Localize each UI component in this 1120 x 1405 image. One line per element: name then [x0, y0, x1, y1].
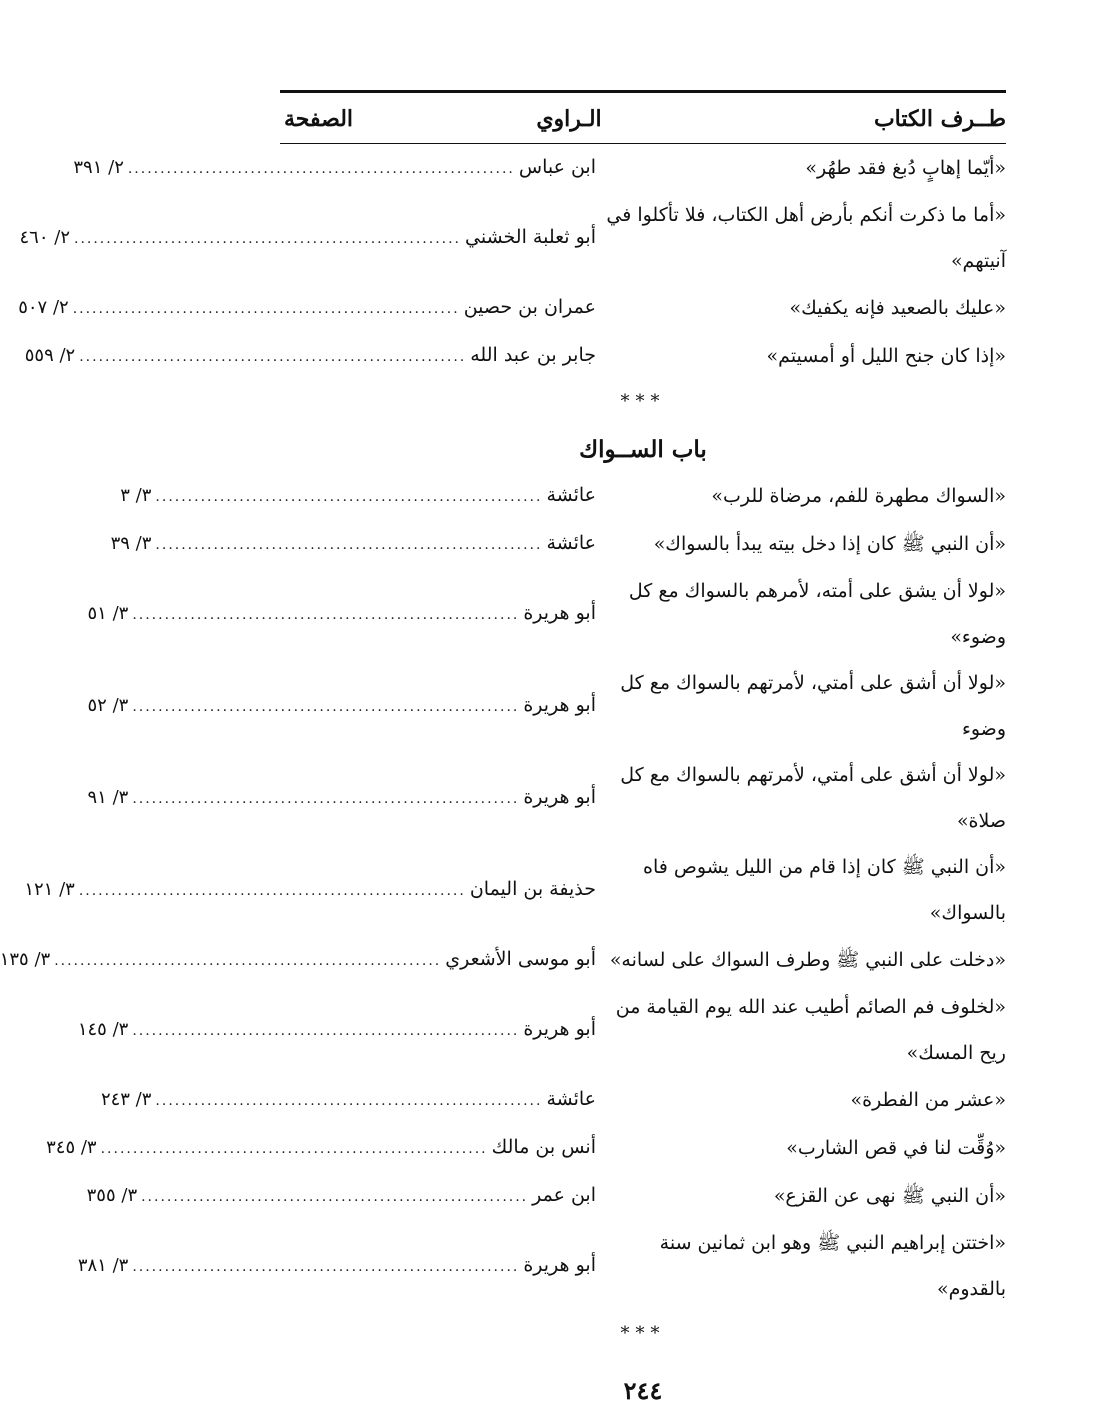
- dot-leader: ............................................................: [78, 883, 466, 899]
- hadith-text: «أن النبي ﷺ نهى عن القزع»: [773, 1185, 1006, 1207]
- page-ref: ٣/ ٣٥٥: [86, 1185, 138, 1206]
- narrator-name: عائشة: [546, 532, 596, 554]
- dot-leader: ............................................................: [74, 231, 462, 247]
- header-narrator-col: الـراوي: [536, 106, 602, 132]
- table-header: [280, 101, 1006, 137]
- hadith-text: «لولا أن يشق على أمته، لأمرهم بالسواك مع كل وضوء»: [628, 580, 1006, 648]
- hadith-list-1: [18, 144, 1006, 380]
- narrator-name: أبو هريرة: [523, 694, 596, 716]
- narrator-name: حذيفة بن اليمان: [469, 878, 596, 900]
- narrator-cell: [87, 682, 596, 730]
- page-ref: ٣/ ١٤٥: [77, 1019, 129, 1040]
- hadith-text: «أما ما ذكرت أنكم بأرض أهل الكتاب، فلا تأكلوا في آنيتهم»: [606, 204, 1006, 272]
- hadith-text: «عشر من الفطرة»: [850, 1089, 1006, 1111]
- index-entry: [87, 568, 1006, 660]
- page-ref: ٣/ ٣٤٥: [46, 1137, 97, 1158]
- hadith-text: «اختتن إبراهيم النبي ﷺ وهو ابن ثمانين سنة بالقدوم»: [659, 1232, 1006, 1300]
- hadith-list-2: [0, 472, 1006, 1312]
- index-entry: [87, 660, 1006, 752]
- narrator-cell: [110, 520, 596, 568]
- hadith-text: «عليك بالصعيد فإنه يكفيك»: [789, 297, 1006, 319]
- narrator-name: أبو موسى الأشعري: [445, 948, 596, 970]
- page-number: ٢٤٤: [623, 1376, 663, 1405]
- page-ref: ٣/ ٣: [120, 485, 152, 506]
- narrator-cell: [19, 214, 596, 262]
- dot-leader: ............................................................: [54, 953, 442, 969]
- dot-leader: ............................................................: [155, 489, 543, 505]
- index-entry: [120, 472, 1006, 520]
- index-entry: [24, 332, 1006, 380]
- hadith-text: «أن النبي ﷺ كان إذا قام من الليل يشوص فاه بالسواك»: [643, 856, 1006, 924]
- dot-leader: ............................................................: [132, 607, 520, 623]
- narrator-name: عائشة: [546, 484, 596, 506]
- hadith-text: «أن النبي ﷺ كان إذا دخل بيته يبدأ بالسواك»: [653, 533, 1006, 555]
- page-ref: ٢/ ٤٦٠: [19, 227, 70, 248]
- narrator-name: أبو هريرة: [523, 1018, 596, 1040]
- narrator-cell: [0, 936, 596, 984]
- page-ref: ٣/ ٩١: [87, 787, 129, 808]
- narrator-name: أنس بن مالك: [491, 1136, 596, 1158]
- narrator-name: ابن عباس: [518, 156, 596, 178]
- top-rule: [280, 90, 1006, 93]
- page-ref: ٣/ ١٣٥: [0, 949, 51, 970]
- page-ref: ٣/ ٣٩: [110, 533, 152, 554]
- page-ref: ٣/ ٥١: [87, 603, 129, 624]
- narrator-name: أبو ثعلبة الخشني: [465, 226, 596, 248]
- hadith-text: «لخلوف فم الصائم أطيب عند الله يوم القيامة من ريح المسك»: [615, 996, 1006, 1064]
- index-entry: [110, 520, 1006, 568]
- dot-leader: ............................................................: [79, 349, 467, 365]
- page-ref: ٣/ ٥٢: [87, 695, 129, 716]
- index-entry: [18, 284, 1006, 332]
- hadith-text: «أيّما إهابٍ دُبغ فقد طهُر»: [805, 157, 1006, 179]
- narrator-cell: [24, 332, 596, 380]
- narrator-cell: [87, 774, 596, 822]
- index-entry: [0, 936, 1006, 984]
- index-entry: [73, 144, 1006, 192]
- hadith-text: «السواك مطهرة للفم، مرضاة للرب»: [711, 485, 1006, 507]
- narrator-cell: [77, 1006, 596, 1054]
- dot-leader: ............................................................: [132, 1259, 520, 1275]
- page-ref: ٢/ ٣٩١: [73, 157, 124, 178]
- index-entry: [46, 1124, 1006, 1172]
- dot-leader: ............................................................: [155, 1093, 543, 1109]
- index-entry: [77, 984, 1006, 1076]
- hadith-text: «إذا كان جنح الليل أو أمسيتم»: [766, 345, 1006, 367]
- narrator-name: جابر بن عبد الله: [470, 344, 596, 366]
- narrator-name: أبو هريرة: [523, 786, 596, 808]
- page-ref: ٢/ ٥٥٩: [24, 345, 76, 366]
- narrator-name: أبو هريرة: [523, 602, 596, 624]
- index-entry: [100, 1076, 1006, 1124]
- dot-leader: ............................................................: [155, 537, 543, 553]
- narrator-cell: [77, 1242, 596, 1290]
- narrator-name: أبو هريرة: [523, 1254, 596, 1276]
- narrator-cell: [24, 866, 596, 914]
- index-entry: [86, 1172, 1006, 1220]
- dot-leader: ............................................................: [141, 1189, 529, 1205]
- narrator-cell: [46, 1124, 596, 1172]
- page-ref: ٢/ ٥٠٧: [18, 297, 69, 318]
- index-page: [0, 90, 1006, 1405]
- hadith-text: «دخلت على النبي ﷺ وطرف السواك على لسانه»: [609, 949, 1006, 971]
- index-entry: [77, 1220, 1006, 1312]
- separator-stars-end: ***: [620, 1323, 666, 1344]
- index-entry: [19, 192, 1006, 284]
- dot-leader: ............................................................: [132, 1023, 520, 1039]
- narrator-cell: [73, 144, 596, 192]
- narrator-cell: [86, 1172, 596, 1220]
- index-entry: [87, 752, 1006, 844]
- dot-leader: ............................................................: [132, 699, 520, 715]
- dot-leader: ............................................................: [72, 301, 460, 317]
- narrator-name: ابن عمر: [532, 1184, 596, 1206]
- header-page-col: الصفحة: [284, 106, 354, 132]
- page-ref: ٣/ ٢٤٣: [100, 1089, 152, 1110]
- index-entry: [24, 844, 1006, 936]
- hadith-text: «لولا أن أشق على أمتي، لأمرتهم بالسواك مع كل صلاة»: [620, 764, 1006, 832]
- narrator-name: عمران بن حصين: [463, 296, 596, 318]
- section-title: باب الســواك: [579, 436, 707, 463]
- narrator-cell: [87, 590, 596, 638]
- separator-stars: ***: [620, 391, 666, 412]
- hadith-text: «لولا أن أشق على أمتي، لأمرتهم بالسواك مع كل وضوء: [620, 672, 1006, 740]
- page-ref: ٣/ ٣٨١: [77, 1255, 129, 1276]
- header-title-col: طــرف الكتاب: [873, 106, 1006, 132]
- narrator-cell: [18, 284, 596, 332]
- dot-leader: ............................................................: [127, 161, 515, 177]
- narrator-cell: [100, 1076, 596, 1124]
- hadith-text: «وُقِّت لنا في قص الشارب»: [786, 1137, 1006, 1159]
- page-ref: ٣/ ١٢١: [24, 879, 75, 900]
- narrator-cell: [120, 472, 596, 520]
- narrator-name: عائشة: [546, 1088, 596, 1110]
- dot-leader: ............................................................: [132, 791, 520, 807]
- dot-leader: ............................................................: [100, 1141, 488, 1157]
